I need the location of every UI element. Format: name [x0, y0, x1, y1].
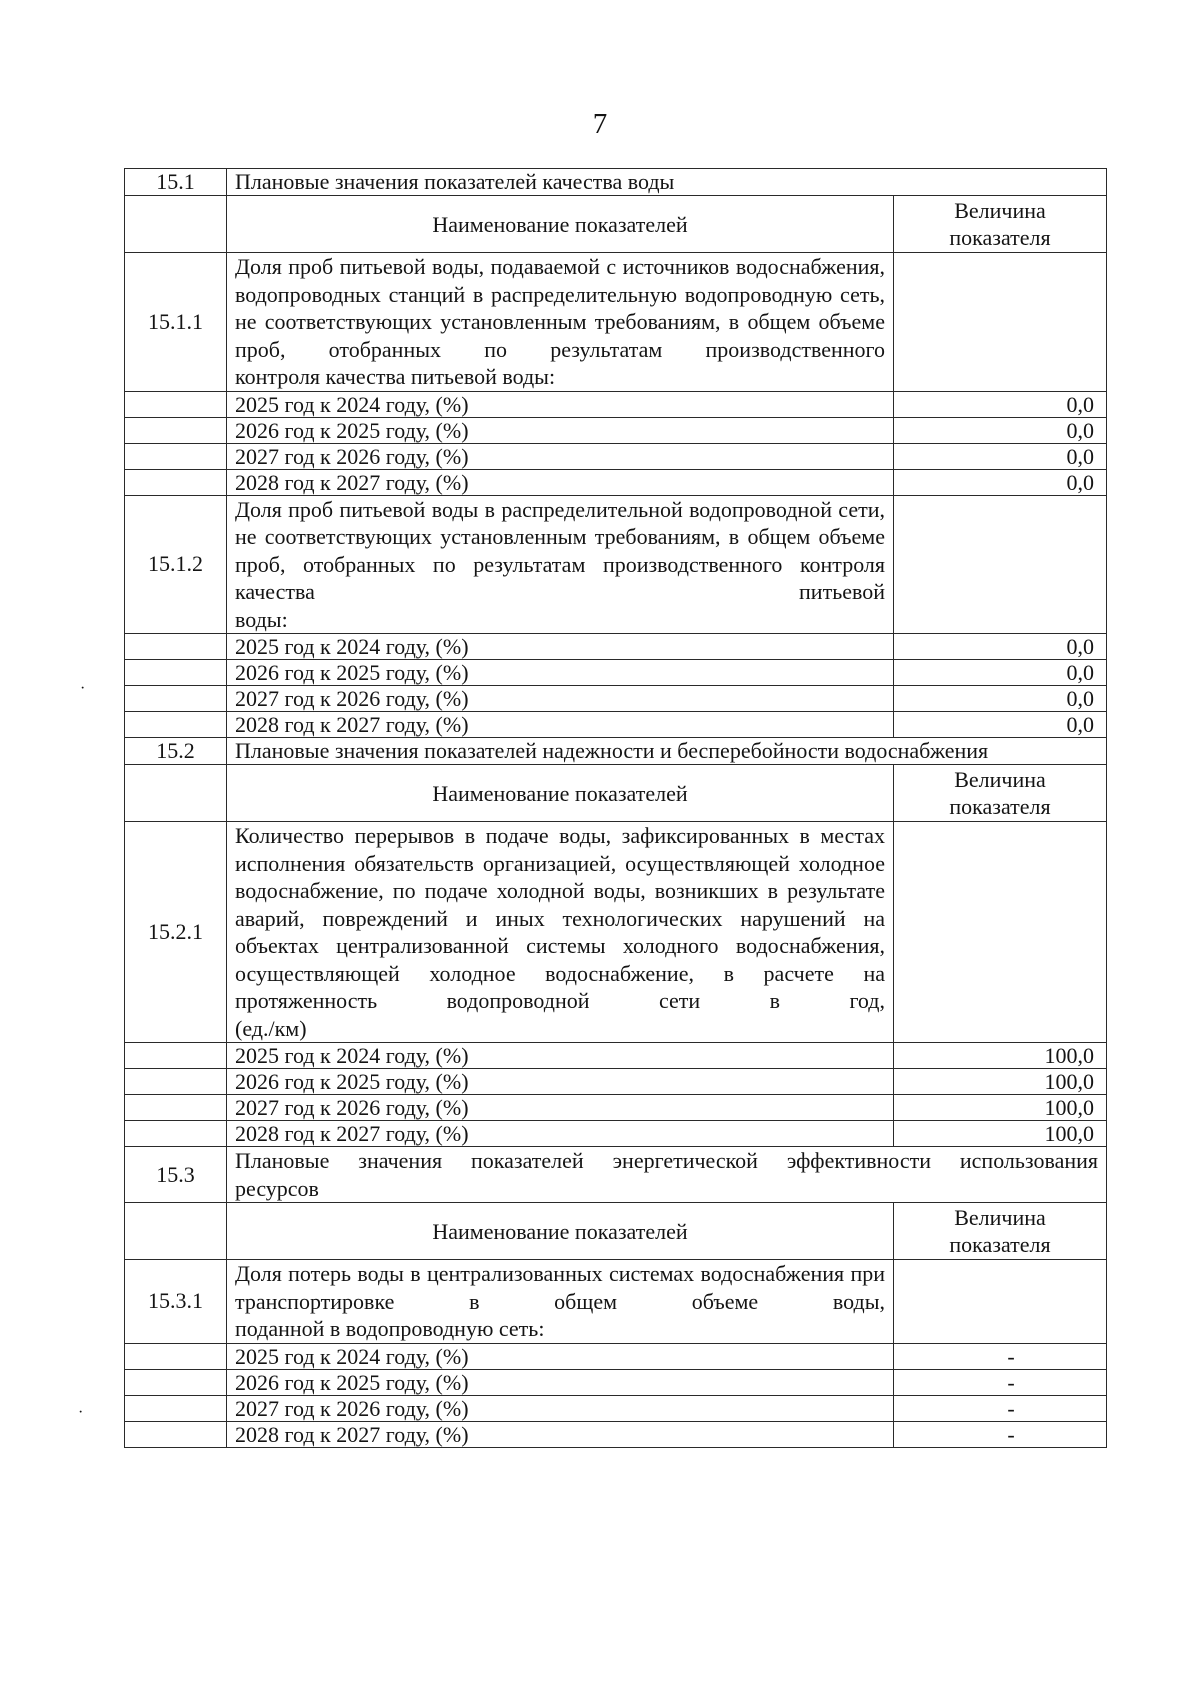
section-row — [125, 1147, 1107, 1203]
scan-speck: · — [78, 1404, 84, 1421]
indicator-number: 15.2.1 — [125, 822, 227, 1043]
year-label: 2028 год к 2027 году, (%) — [227, 1421, 894, 1447]
indicator-text: Доля потерь воды в централизованных системах водоснабжения при транспортировке в общем объеме воды, поданной в водопроводную сеть: — [227, 1260, 894, 1344]
indicator-value-empty — [894, 822, 1107, 1043]
year-label: 2028 год к 2027 году, (%) — [227, 1121, 894, 1147]
year-value: 0,0 — [894, 443, 1107, 469]
indicator-text: Доля проб питьевой воды, подаваемой с источников водоснабжения, водопроводных станций в распределительную водопроводную сеть, не соответствующих установленным требованиям, в общем объеме проб, отобранных по результатам производственного контроля качества питьевой воды: — [227, 253, 894, 392]
year-label: 2026 год к 2025 году, (%) — [227, 1369, 894, 1395]
indicator-row — [125, 822, 1107, 1043]
year-label: 2025 год к 2024 году, (%) — [227, 1043, 894, 1069]
year-label: 2027 год к 2026 году, (%) — [227, 1395, 894, 1421]
indicator-text: Доля проб питьевой воды в распределительной водопроводной сети, не соответствующих установленным требованиям, в общем объеме проб, отобранных по результатам производственного контроля качества питьевой воды: — [227, 495, 894, 634]
name-column-header: Наименование показателей — [227, 765, 894, 822]
column-header-row — [125, 765, 1107, 822]
year-row — [125, 391, 1107, 417]
year-label: 2027 год к 2026 году, (%) — [227, 1095, 894, 1121]
year-row — [125, 417, 1107, 443]
year-label: 2028 год к 2027 году, (%) — [227, 469, 894, 495]
year-value: 100,0 — [894, 1121, 1107, 1147]
year-value: 0,0 — [894, 686, 1107, 712]
year-value: - — [894, 1343, 1107, 1369]
indicator-row — [125, 1260, 1107, 1344]
year-row — [125, 469, 1107, 495]
year-value: 0,0 — [894, 469, 1107, 495]
year-label: 2027 год к 2026 году, (%) — [227, 686, 894, 712]
indicator-value-empty — [894, 1260, 1107, 1344]
value-column-header: Величина показателя — [894, 1203, 1107, 1260]
indicator-text: Количество перерывов в подаче воды, зафиксированных в местах исполнения обязательств организацией, осуществляющей холодное водоснабжение, по подаче холодной воды, возникших в результате аварий, повреждений и иных технологических нарушений на объектах централизованной системы холодного водоснабжения, осуществляющей холодное водоснабжение, в расчете на протяженность водопроводной сети в год, (ед./км) — [227, 822, 894, 1043]
value-column-header: Величина показателя — [894, 765, 1107, 822]
year-row — [125, 634, 1107, 660]
indicator-number: 15.1.1 — [125, 253, 227, 392]
column-header-row — [125, 1203, 1107, 1260]
scan-speck: · — [80, 680, 86, 697]
section-title: Плановые значения показателей качества воды — [227, 169, 1107, 196]
section-title: Плановые значения показателей надежности и бесперебойности водоснабжения — [227, 738, 1107, 765]
year-value: 0,0 — [894, 417, 1107, 443]
indicator-number: 15.1.2 — [125, 495, 227, 634]
indicator-value-empty — [894, 495, 1107, 634]
year-label: 2026 год к 2025 году, (%) — [227, 1069, 894, 1095]
year-value: 0,0 — [894, 634, 1107, 660]
year-value: - — [894, 1369, 1107, 1395]
indicator-row — [125, 495, 1107, 634]
name-column-header: Наименование показателей — [227, 1203, 894, 1260]
year-value: 100,0 — [894, 1095, 1107, 1121]
section-number: 15.3 — [125, 1147, 227, 1203]
indicators-table — [124, 168, 1107, 1448]
year-label: 2025 год к 2024 году, (%) — [227, 634, 894, 660]
year-row — [125, 1421, 1107, 1447]
year-label: 2026 год к 2025 году, (%) — [227, 660, 894, 686]
year-label: 2027 год к 2026 году, (%) — [227, 443, 894, 469]
year-label: 2025 год к 2024 году, (%) — [227, 1343, 894, 1369]
indicator-row — [125, 253, 1107, 392]
year-row — [125, 686, 1107, 712]
value-column-header: Величина показателя — [894, 196, 1107, 253]
page-number: 7 — [592, 108, 608, 140]
year-row — [125, 1069, 1107, 1095]
year-row — [125, 1369, 1107, 1395]
year-row — [125, 1095, 1107, 1121]
year-row — [125, 1343, 1107, 1369]
year-row — [125, 443, 1107, 469]
year-label: 2028 год к 2027 году, (%) — [227, 712, 894, 738]
year-row — [125, 660, 1107, 686]
column-header-row — [125, 196, 1107, 253]
year-value: - — [894, 1421, 1107, 1447]
year-label: 2026 год к 2025 году, (%) — [227, 417, 894, 443]
year-value: 100,0 — [894, 1069, 1107, 1095]
section-title: Плановые значения показателей энергетической эффективности использования ресурсов — [227, 1147, 1107, 1203]
year-value: 0,0 — [894, 660, 1107, 686]
section-number: 15.1 — [125, 169, 227, 196]
year-value: 0,0 — [894, 712, 1107, 738]
indicator-number: 15.3.1 — [125, 1260, 227, 1344]
section-number: 15.2 — [125, 738, 227, 765]
year-row — [125, 1395, 1107, 1421]
section-row — [125, 169, 1107, 196]
year-value: - — [894, 1395, 1107, 1421]
indicator-value-empty — [894, 253, 1107, 392]
year-row — [125, 1121, 1107, 1147]
year-label: 2025 год к 2024 году, (%) — [227, 391, 894, 417]
year-row — [125, 1043, 1107, 1069]
year-value: 0,0 — [894, 391, 1107, 417]
name-column-header: Наименование показателей — [227, 196, 894, 253]
year-value: 100,0 — [894, 1043, 1107, 1069]
year-row — [125, 712, 1107, 738]
section-row — [125, 738, 1107, 765]
